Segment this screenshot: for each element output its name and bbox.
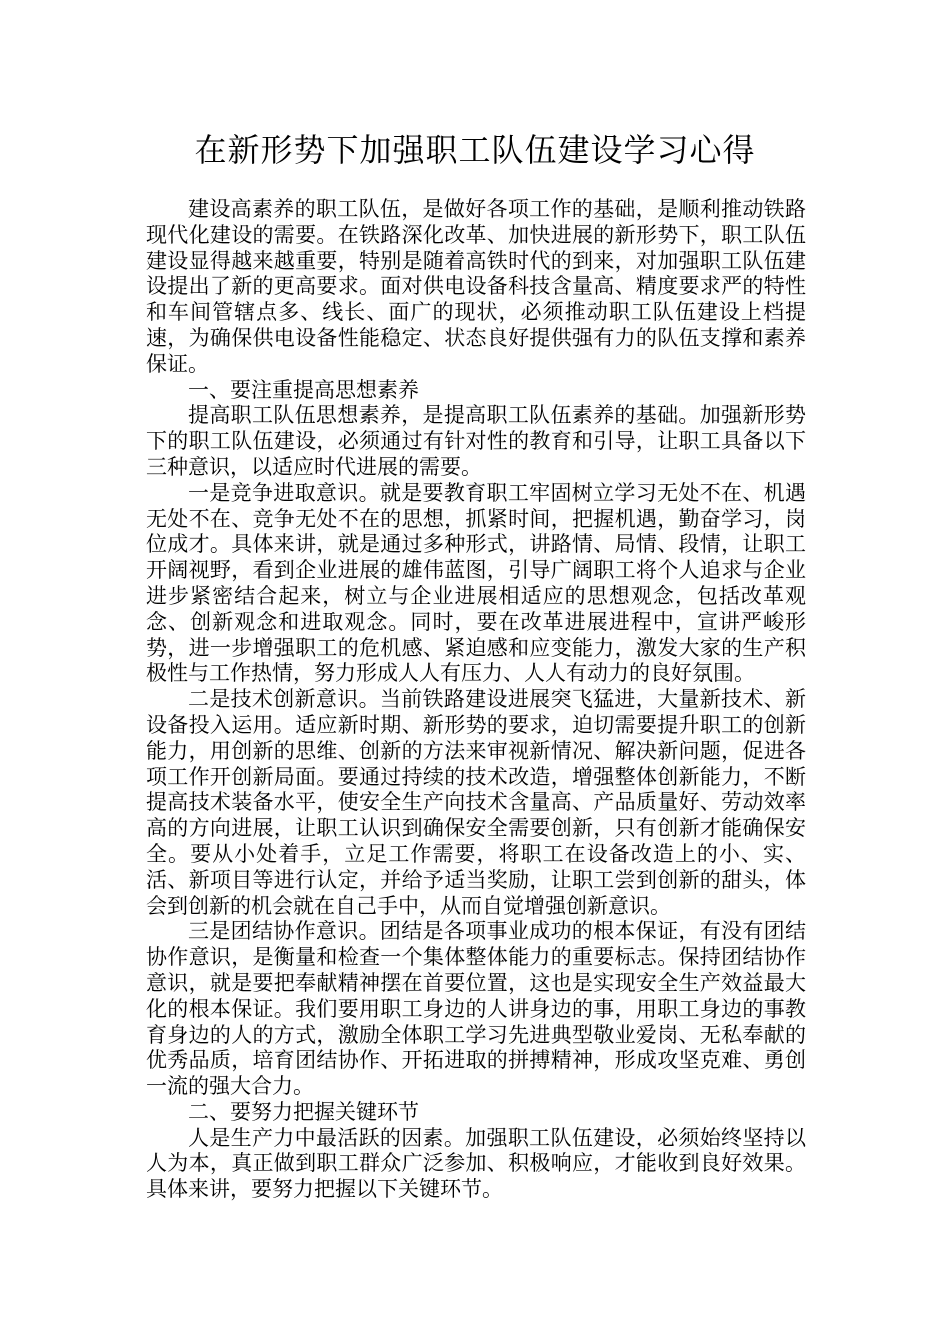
section-heading-1: 一、要注重提高思想素养 bbox=[188, 377, 419, 402]
document-title: 在新形势下加强职工队伍建设学习心得 bbox=[194, 131, 756, 169]
paragraph-innovation-awareness: 二是技术创新意识。当前铁路建设进展突飞猛进，大量新技术、新设备投入运用。适应新时期、新形势的要求，迫切需要提升职工的创新能力，用创新的思维、创新的方法来审视新情况、解决新问题，促进各项工作开创新局面。要通过持续的技术改造，增强整体创新能力，不断提高技术装备水平，使安全生产向技术含量高、产品质量好、劳动效率高的方向进展，让职工认识到确保安全需要创新，只有创新才能确保安全。要从小处着手，立足工作需要，将职工在设备改造上的小、实、活、新项目等进行认定，并给予适当奖励，让职工尝到创新的甜头，体会到创新的机会就在自己手中，从而自觉增强创新意识。 bbox=[146, 687, 806, 918]
paragraph-teamwork-awareness: 三是团结协作意识。团结是各项事业成功的根本保证，有没有团结协作意识，是衡量和检查一个集体整体能力的重要标志。保持团结协作意识，就是要把奉献精神摆在首要位置，这也是实现安全生产效益最大化的根本保证。我们要用职工身边的人讲身边的事，用职工身边的事教育身边的人的方式，激励全体职工学习先进典型敬业爱岗、无私奉献的优秀品质，培育团结协作、开拓进取的拼搏精神，形成攻坚克难、勇创一流的强大合力。 bbox=[146, 919, 806, 1099]
paragraph-thought-quality: 提高职工队伍思想素养，是提高职工队伍素养的基础。加强新形势下的职工队伍建设，必须通过有针对性的教育和引导，让职工具备以下三种意识，以适应时代进展的需要。 bbox=[146, 403, 806, 479]
paragraph-competition-awareness: 一是竞争进取意识。就是要教育职工牢固树立学习无处不在、机遇无处不在、竞争无处不在的思想，抓紧时间，把握机遇，勤奋学习，岗位成才。具体来讲，就是通过多种形式，讲路情、局情、段情，让职工开阔视野，看到企业进展的雄伟蓝图，引导广阔职工将个人追求与企业进步紧密结合起来，树立与企业进展相适应的思想观念，包括改革观念、创新观念和进取观念。同时，要在改革进展进程中，宣讲严峻形势，进一步增强职工的危机感、紧迫感和应变能力，激发大家的生产积极性与工作热情，努力形成人人有压力、人人有动力的良好氛围。 bbox=[146, 480, 806, 686]
paragraph-key-links: 人是生产力中最活跃的因素。加强职工队伍建设，必须始终坚持以人为本，真正做到职工群众广泛参加、积极响应，才能收到良好效果。具体来讲，要努力把握以下关键环节。 bbox=[146, 1125, 806, 1202]
paragraph-intro: 建设高素养的职工队伍，是做好各项工作的基础，是顺利推动铁路现代化建设的需要。在铁路深化改革、加快进展的新形势下，职工队伍建设显得越来越重要，特别是随着高铁时代的到来，对加强职工队伍建设提出了新的更高要求。面对供电设备科技含量高、精度要求严的特性和车间管辖点多、线长、面广的现状，必须推动职工队伍建设上档提速，为确保供电设备性能稳定、状态良好提供强有力的队伍支撑和素养保证。 bbox=[146, 197, 806, 376]
document-body bbox=[146, 197, 806, 1203]
section-heading-2: 二、要努力把握关键环节 bbox=[188, 1099, 419, 1124]
